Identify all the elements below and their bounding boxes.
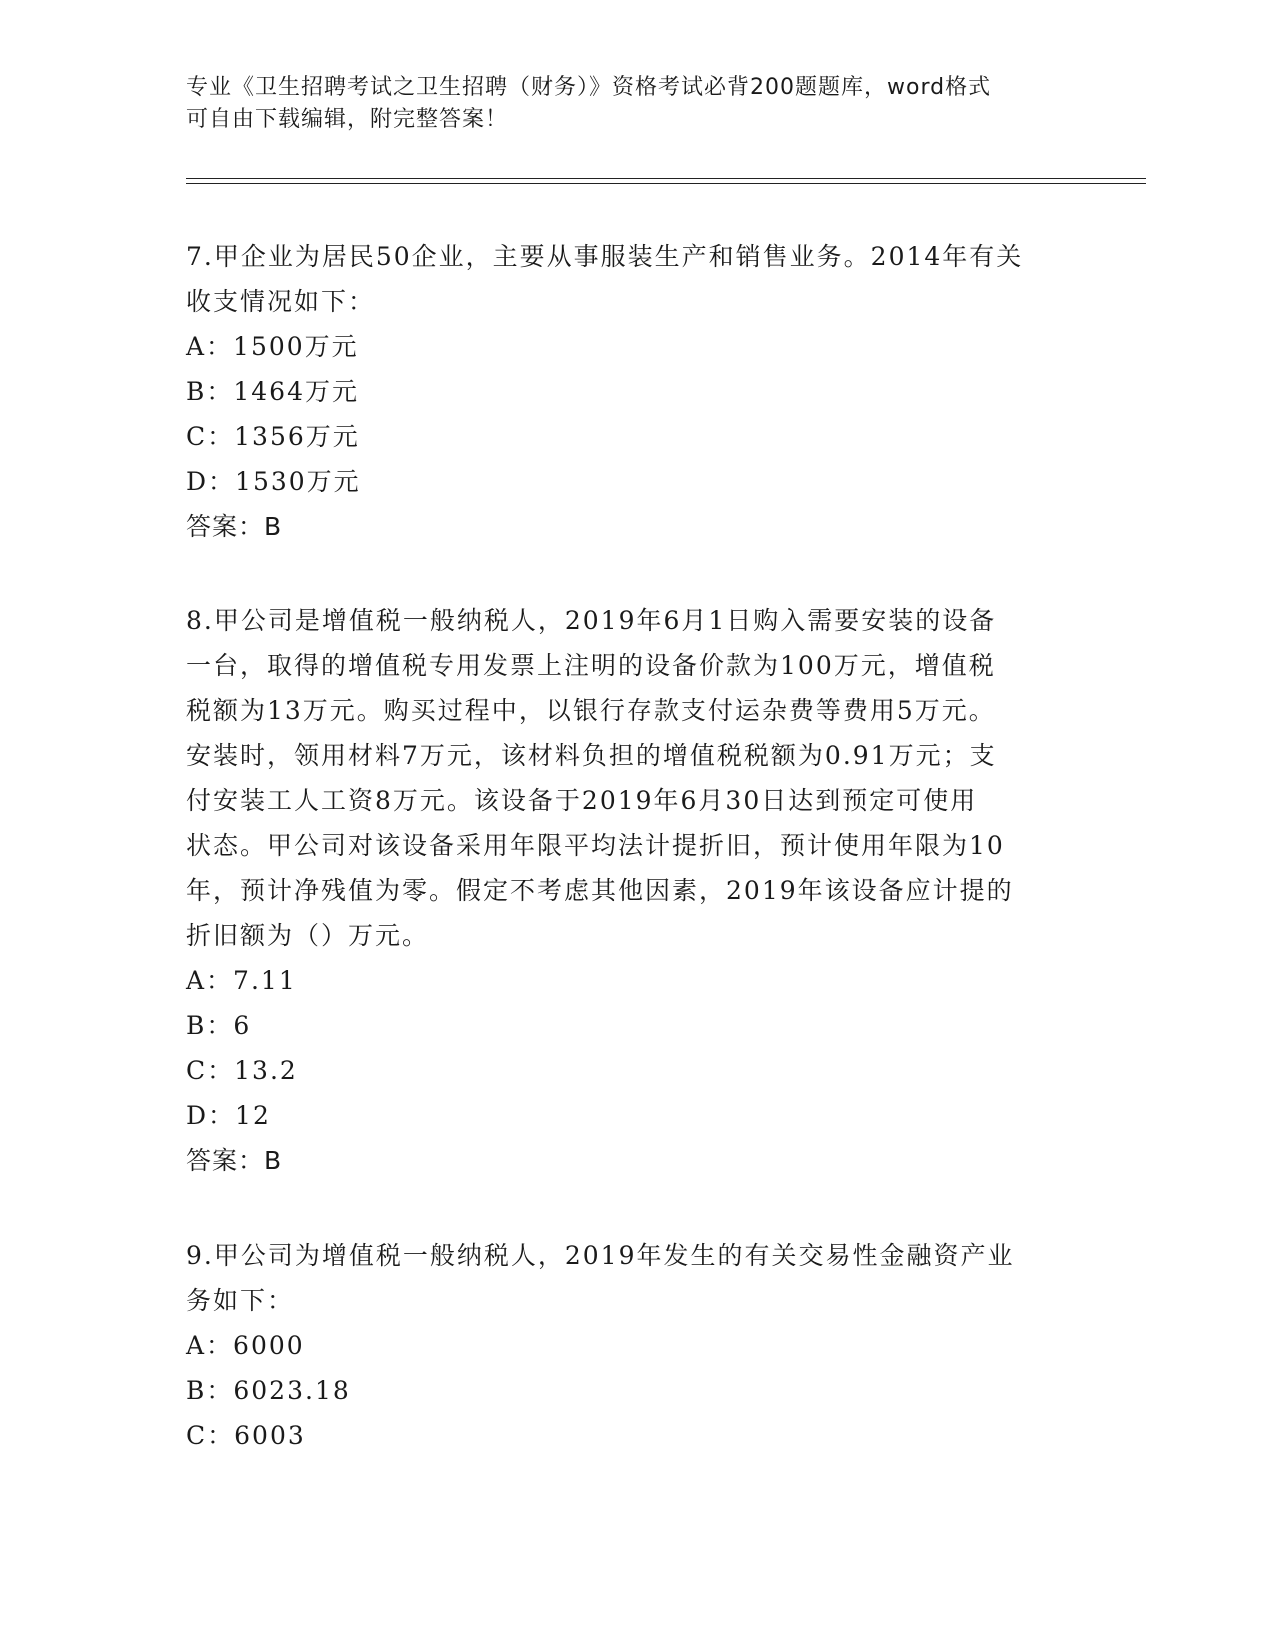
option-c: C：6003	[186, 1421, 306, 1450]
stem-line: 收支情况如下：	[186, 287, 376, 316]
header-divider-top	[186, 178, 1146, 179]
option-d: D：1530万元	[186, 467, 361, 496]
option-b: B：6023.18	[186, 1376, 351, 1405]
stem-line: 付安装工人工资8万元。该设备于2019年6月30日达到预定可使用	[186, 786, 978, 815]
option-c: C：13.2	[186, 1056, 298, 1085]
option-b: B：1464万元	[186, 377, 359, 406]
option-b: B：6	[186, 1011, 252, 1040]
stem-line: 7.甲企业为居民50企业，主要从事服装生产和销售业务。2014年有关	[186, 242, 1024, 271]
question-stem	[186, 598, 1066, 958]
question-stem	[186, 234, 1066, 324]
option-a: A：7.11	[186, 966, 297, 995]
answer-label: 答案：B	[186, 1146, 283, 1175]
question-8	[186, 598, 1066, 1183]
document-header	[186, 72, 1066, 136]
stem-line: 折旧额为（）万元。	[186, 921, 430, 950]
answer-label: 答案：B	[186, 512, 283, 541]
stem-line: 一台，取得的增值税专用发票上注明的设备价款为100万元，增值税	[186, 651, 996, 680]
stem-line: 8.甲公司是增值税一般纳税人，2019年6月1日购入需要安装的设备	[186, 606, 997, 635]
question-stem	[186, 1233, 1066, 1323]
stem-line: 务如下：	[186, 1286, 295, 1315]
stem-line: 安装时，领用材料7万元，该材料负担的增值税税额为0.91万元；支	[186, 741, 997, 770]
option-a: A：6000	[186, 1331, 305, 1360]
stem-line: 年，预计净残值为零。假定不考虑其他因素，2019年该设备应计提的	[186, 876, 1014, 905]
option-c: C：1356万元	[186, 422, 360, 451]
stem-line: 税额为13万元。购买过程中，以银行存款支付运杂费等费用5万元。	[186, 696, 996, 725]
stem-line: 9.甲公司为增值税一般纳税人，2019年发生的有关交易性金融资产业	[186, 1241, 1015, 1270]
option-d: D：12	[186, 1101, 271, 1130]
question-9	[186, 1233, 1066, 1458]
header-line-2: 可自由下载编辑，附完整答案！	[186, 107, 509, 132]
option-a: A：1500万元	[186, 332, 359, 361]
question-7	[186, 234, 1066, 549]
header-divider-bottom	[186, 183, 1146, 184]
header-line-1: 专业《卫生招聘考试之卫生招聘（财务）》资格考试必背200题题库，word格式	[186, 75, 992, 100]
stem-line: 状态。甲公司对该设备采用年限平均法计提折旧，预计使用年限为10	[186, 831, 1005, 860]
